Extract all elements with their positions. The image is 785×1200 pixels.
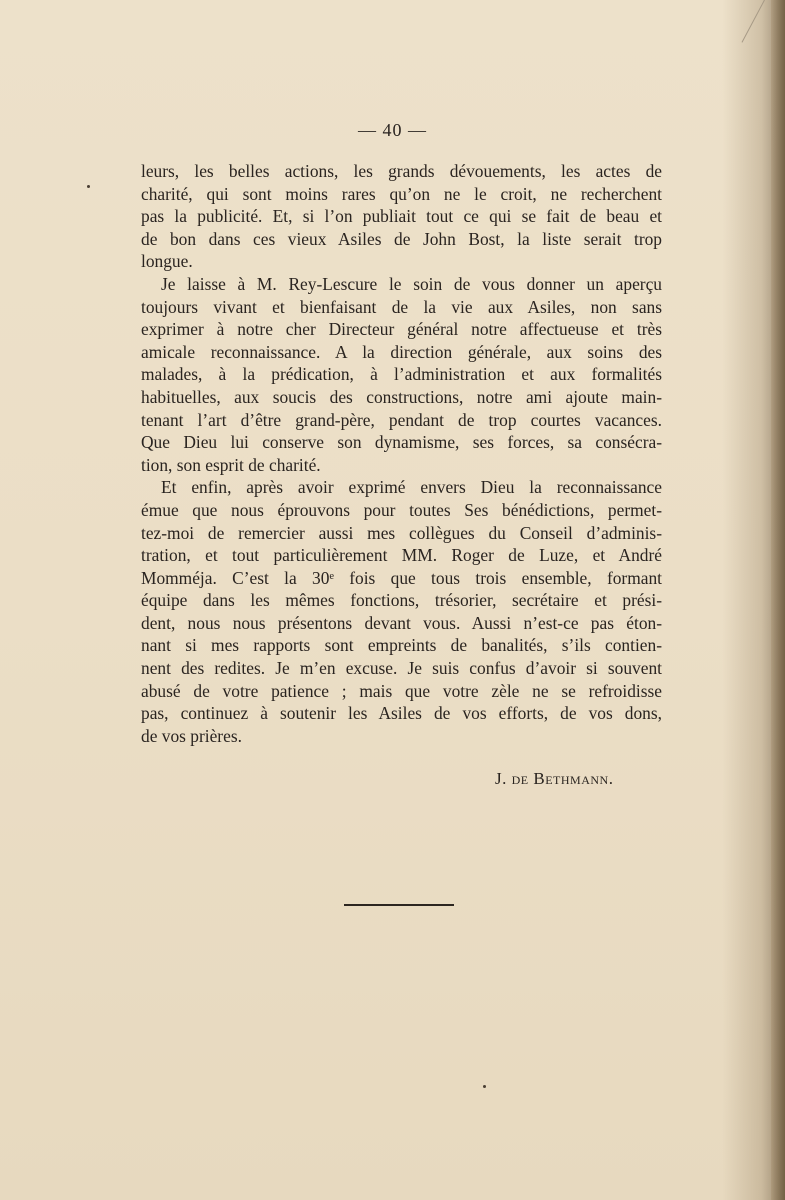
paragraph [141, 476, 662, 747]
text-line: charité, qui sont moins rares qu’on ne le croit, ne recherchent [141, 183, 662, 204]
paragraph [141, 160, 662, 273]
text-line: nant si mes rapports sont empreints de banalités, s’ils contien- [141, 635, 662, 656]
text-line: tenant l’art d’être grand-père, pendant de trop courtes vacances. [141, 409, 662, 430]
text-line: équipe dans les mêmes fonctions, trésorier, secrétaire et prési- [141, 590, 662, 611]
text-line: Momméja. C’est la 30ᵉ fois que tous trois ensemble, formant [141, 567, 662, 588]
closing-rule [344, 904, 454, 906]
page-edge-shadow [771, 0, 785, 1200]
text-line: exprimer à notre cher Directeur général notre affectueuse et très [141, 319, 662, 340]
page-number: — 40 — [358, 120, 427, 140]
signature-initial: J. [495, 769, 507, 788]
text-line: malades, à la prédication, à l’administration et aux formalités [141, 364, 662, 385]
text-line: longue. [141, 251, 193, 272]
signature-name: de Bethmann. [511, 769, 614, 788]
paper-speck [87, 185, 90, 188]
text-line: toujours vivant et bienfaisant de la vie aux Asiles, non sans [141, 296, 662, 317]
signature [495, 769, 613, 789]
text-line: leurs, les belles actions, les grands dévouements, les actes de [141, 161, 662, 181]
text-line: amicale reconnaissance. A la direction générale, aux soins des [141, 341, 662, 362]
body-text [141, 160, 662, 747]
text-line: Que Dieu lui conserve son dynamisme, ses forces, sa consécra- [141, 432, 662, 453]
text-line: dent, nous nous présentons devant vous. Aussi n’est-ce pas éton- [141, 612, 662, 633]
text-line: de bon dans ces vieux Asiles de John Bost, la liste serait trop [141, 228, 662, 249]
corner-crease [742, 0, 765, 43]
text-line: tration, et tout particulièrement MM. Roger de Luze, et André [141, 545, 662, 566]
text-line: émue que nous éprouvons pour toutes Ses bénédictions, permet- [141, 499, 662, 520]
text-line: tion, son esprit de charité. [141, 454, 321, 475]
text-line: de vos prières. [141, 725, 242, 746]
text-line: abusé de votre patience ; mais que votre zèle ne se refroidisse [141, 680, 662, 701]
text-line: Et enfin, après avoir exprimé envers Dieu la reconnaissance [161, 477, 662, 498]
text-line: pas, continuez à soutenir les Asiles de vos efforts, de vos dons, [141, 703, 662, 724]
paragraph [141, 273, 662, 476]
text-line: tez-moi de remercier aussi mes collègues du Conseil d’adminis- [141, 522, 662, 543]
text-line: Je laisse à M. Rey-Lescure le soin de vous donner un aperçu [161, 273, 662, 294]
paper-speck [483, 1085, 486, 1088]
text-line: pas la publicité. Et, si l’on publiait tout ce qui se fait de beau et [141, 206, 662, 227]
text-line: habituelles, aux soucis des constructions, notre ami ajoute main- [141, 386, 662, 407]
text-line: nent des redites. Je m’en excuse. Je suis confus d’avoir si souvent [141, 658, 662, 679]
